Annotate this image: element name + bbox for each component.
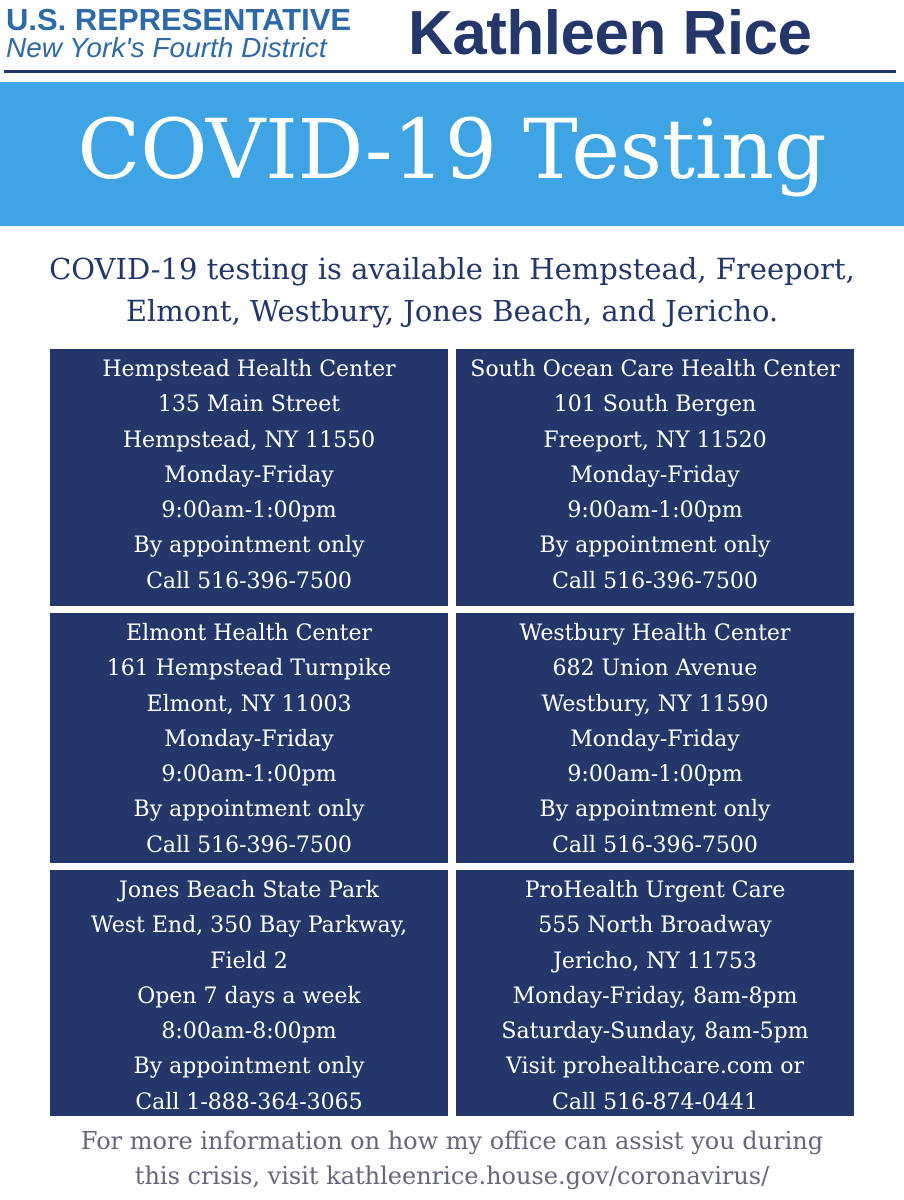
site-name: Elmont Health Center [126,621,372,646]
footer-line-2: this crisis, visit kathleenrice.house.gov/coronavirus/ [134,1162,770,1190]
site-address: 161 Hempstead Turnpike [106,656,392,682]
site-name: South Ocean Care Health Center [470,357,840,382]
site-address: West End, 350 Bay Parkway, [90,913,408,939]
rep-title: U.S. REPRESENTATIVE [6,2,352,37]
header [0,0,904,78]
site-city: Jericho, NY 11753 [553,948,757,974]
site-card-freeport [456,349,854,606]
site-card-westbury [456,613,854,863]
site-name: Hempstead Health Center [102,357,396,382]
site-card-jones-beach [50,870,448,1116]
site-phone: Call 516-874-0441 [552,1089,758,1115]
site-appointment: By appointment only [133,797,365,823]
intro-text [0,248,904,332]
site-hours: Saturday-Sunday, 8am-5pm [501,1019,809,1045]
site-address: 135 Main Street [157,392,341,418]
header-divider [4,70,896,73]
site-appointment: By appointment only [133,1054,365,1080]
district-label: New York's Fourth District [6,32,327,63]
site-city: Elmont, NY 11003 [146,691,352,717]
site-name: Westbury Health Center [519,621,791,646]
site-phone: Call 516-396-7500 [146,832,352,858]
site-days: Monday-Friday, 8am-8pm [512,983,798,1009]
site-city: Hempstead, NY 11550 [122,427,376,453]
site-city: Field 2 [210,948,288,974]
intro-line-2: Elmont, Westbury, Jones Beach, and Jericho. [125,294,779,328]
footer-text [0,1124,904,1194]
site-name: ProHealth Urgent Care [524,878,786,903]
site-hours: 9:00am-1:00pm [567,762,743,788]
site-city: Freeport, NY 11520 [543,427,767,453]
site-appointment: By appointment only [539,533,771,559]
site-address: 101 South Bergen [553,392,757,418]
site-card-hempstead [50,349,448,606]
site-phone: Call 1-888-364-3065 [135,1089,363,1115]
site-card-elmont [50,613,448,863]
page-title: COVID-19 Testing [77,103,827,198]
site-hours: 8:00am-8:00pm [161,1019,337,1045]
title-banner [0,82,904,226]
site-days: Monday-Friday [570,726,740,752]
site-phone: Call 516-396-7500 [552,832,758,858]
intro-line-1: COVID-19 testing is available in Hempstead, Freeport, [49,252,855,286]
site-phone: Call 516-396-7500 [552,568,758,594]
footer-line-1: For more information on how my office can assist you during [80,1127,824,1155]
site-days: Open 7 days a week [137,983,361,1009]
site-address: 555 North Broadway [538,913,772,939]
site-hours: 9:00am-1:00pm [161,762,337,788]
site-appointment: By appointment only [539,797,771,823]
site-days: Monday-Friday [164,462,334,488]
representative-name: Kathleen Rice [408,0,812,68]
site-hours: 9:00am-1:00pm [161,498,337,524]
site-days: Monday-Friday [164,726,334,752]
site-card-jericho [456,870,854,1116]
site-appointment: By appointment only [133,533,365,559]
site-hours: 9:00am-1:00pm [567,498,743,524]
site-name: Jones Beach State Park [119,878,379,903]
site-address: 682 Union Avenue [552,656,758,682]
site-city: Westbury, NY 11590 [541,691,769,717]
site-phone: Call 516-396-7500 [146,568,352,594]
site-website: Visit prohealthcare.com or [505,1054,805,1080]
site-days: Monday-Friday [570,462,740,488]
